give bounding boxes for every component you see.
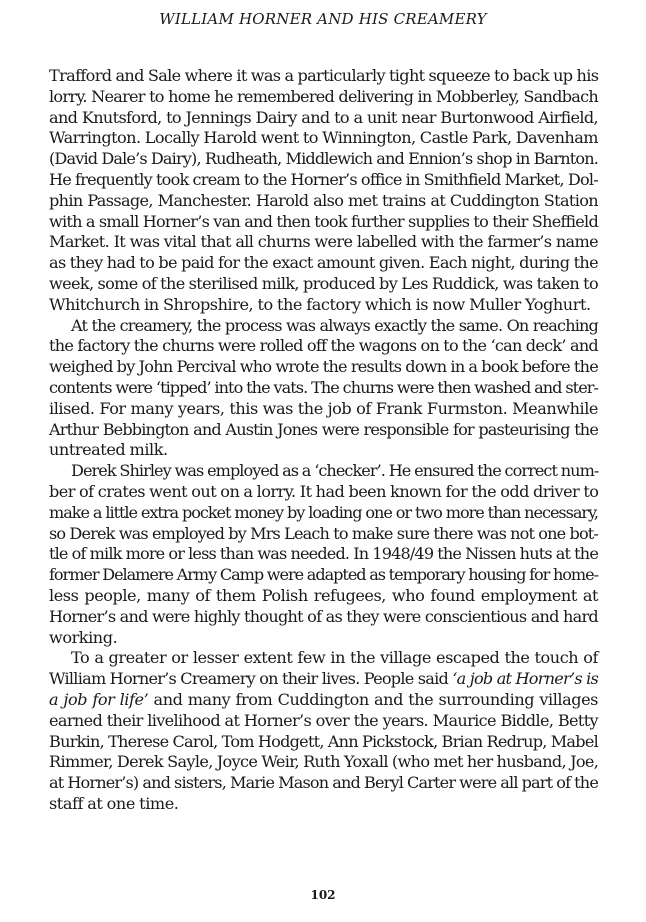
text-line: tle of milk more or less than was needed. In 1948/49 the Nissen huts at the: [49, 544, 598, 564]
text-line: Trafford and Sale where it was a particularly tight squeeze to back up his: [49, 66, 599, 85]
text-line: make a little extra pocket money by loading one or two more than necessary,: [49, 502, 598, 522]
text-line: former Delamere Army Camp were adapted as temporary housing for home-: [49, 565, 598, 585]
paragraph: [49, 316, 598, 462]
text-line: ber of crates went out on a lorry. It had been known for the odd driver to: [49, 481, 599, 501]
page-number: 102: [310, 888, 336, 902]
text-line: working.: [49, 627, 118, 647]
text-line: ilised. For many years, this was the job of Frank Furmston. Meanwhile: [49, 398, 598, 418]
text-line: lorry. Nearer to home he remembered delivering in Mobberley, Sandbach: [49, 86, 598, 106]
text-line: with a small Horner’s van and then took further supplies to their Sheffield: [49, 211, 598, 231]
text-line: He frequently took cream to the Horner’s office in Smithfield Market, Dol-: [49, 169, 598, 189]
text-line: week, some of the sterilised milk, produced by Les Ruddick, was taken to: [49, 273, 598, 293]
text-line: so Derek was employed by Mrs Leach to make sure there was not one bot-: [49, 523, 598, 543]
text-line: phin Passage, Manchester. Harold also met trains at Cuddington Station: [49, 190, 598, 210]
text-line: Warrington. Locally Harold went to Winnington, Castle Park, Davenham: [49, 128, 598, 148]
text-line: Arthur Bebbington and Austin Jones were responsible for pasteurising the: [49, 419, 598, 439]
paragraph: [49, 648, 598, 814]
quoted-phrase: ‘a job at Horner’s is: [452, 669, 598, 689]
text-line: the factory the churns were rolled off the wagons on to the ‘can deck’ and: [49, 336, 598, 356]
body-text: [49, 66, 598, 815]
text-line: Whitchurch in Shropshire, to the factory which is now Muller Yoghurt.: [49, 294, 591, 314]
text-line: and Knutsford, to Jennings Dairy and to a unit near Burtonwood Airfield,: [49, 107, 598, 127]
text-line: at Horner’s) and sisters, Marie Mason and Beryl Carter were all part of the: [49, 773, 598, 793]
text-line: Rimmer, Derek Sayle, Joyce Weir, Ruth Yoxall (who met her husband, Joe,: [49, 752, 599, 772]
text-line: Derek Shirley was employed as a ‘checker’. He ensured the correct num-: [71, 461, 599, 481]
quoted-phrase: a job for life’: [49, 689, 149, 709]
text-line: untreated milk.: [49, 440, 168, 460]
text-line: as they had to be paid for the exact amount given. Each night, during the: [49, 253, 598, 273]
text-line: At the creamery, the process was always exactly the same. On reaching: [71, 315, 598, 335]
text-line: a job for life’ and many from Cuddington and the surrounding villages: [49, 689, 598, 709]
text-line: Horner’s and were highly thought of as they were conscientious and hard: [49, 606, 598, 626]
text-line: William Horner’s Creamery on their lives. People said ‘a job at Horner’s is: [49, 669, 598, 689]
paragraph: [49, 461, 598, 648]
text-line: less people, many of them Polish refugees, who found employment at: [49, 585, 598, 605]
text-line: Burkin, Therese Carol, Tom Hodgett, Ann Pickstock, Brian Redrup, Mabel: [49, 731, 598, 751]
running-head: WILLIAM HORNER AND HIS CREAMERY: [159, 10, 487, 28]
text-line: earned their livelihood at Horner’s over the years. Maurice Biddle, Betty: [49, 710, 598, 730]
paragraph: [49, 66, 598, 316]
text-line: Market. It was vital that all churns were labelled with the farmer’s name: [49, 232, 598, 252]
text-line: (David Dale’s Dairy), Rudheath, Middlewich and Ennion’s shop in Barnton.: [49, 149, 598, 169]
text-line: weighed by John Percival who wrote the results down in a book before the: [49, 357, 598, 377]
text-line: contents were ‘tipped’ into the vats. The churns were then washed and ster-: [49, 377, 598, 397]
text-line: To a greater or lesser extent few in the village escaped the touch of: [71, 648, 598, 668]
text-line: staff at one time.: [49, 793, 179, 813]
